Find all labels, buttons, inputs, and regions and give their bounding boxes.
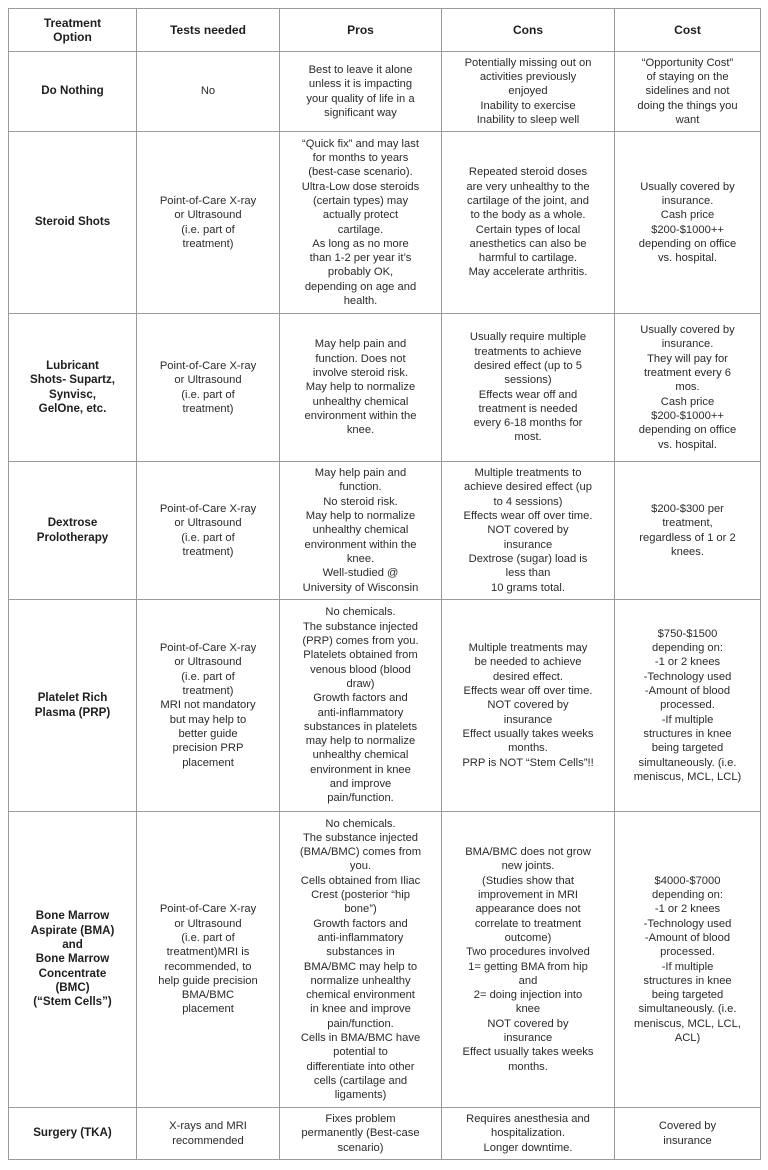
header-pros: Pros: [280, 9, 442, 52]
treatment-option-cell: Bone Marrow Aspirate (BMA) and Bone Marrow Concentrate (BMC) (“Stem Cells”): [9, 812, 137, 1108]
treatment-comparison-table: [8, 8, 761, 1160]
treatment-option-cell: Dextrose Prolotherapy: [9, 462, 137, 600]
tests-cell: X-rays and MRI recommended: [137, 1108, 280, 1160]
pros-cell: “Quick fix” and may last for months to years (best-case scenario). Ultra-Low dose steroids (certain types) may actually protect cartilage. As long as no more than 1-2 per year it’s probably OK, depending on age and health.: [280, 132, 442, 314]
treatment-option-cell: Steroid Shots: [9, 132, 137, 314]
cons-cell: BMA/BMC does not grow new joints. (Studies show that improvement in MRI appearance does not correlate to treatment outcome) Two procedures involved 1= getting BMA from hip and 2= doing injection into knee NOT covered by insurance Effect usually takes weeks months.: [442, 812, 615, 1108]
tests-cell: Point-of-Care X-ray or Ultrasound (i.e. part of treatment): [137, 132, 280, 314]
treatment-option-cell: Do Nothing: [9, 52, 137, 132]
cons-cell: Multiple treatments may be needed to achieve desired effect. Effects wear off over time. NOT covered by insurance Effect usually takes weeks months. PRP is NOT “Stem Cells”!!: [442, 600, 615, 812]
pros-cell: Best to leave it alone unless it is impacting your quality of life in a significant way: [280, 52, 442, 132]
tests-cell: Point-of-Care X-ray or Ultrasound (i.e. part of treatment): [137, 314, 280, 462]
pros-cell: No chemicals. The substance injected (BMA/BMC) comes from you. Cells obtained from Iliac Crest (posterior “hip bone”) Growth factors and anti-inflammatory substances in BMA/BMC may help to normalize unhealthy chemical environment in knee and improve pain/function. Cells in BMA/BMC have potential to differentiate into other cells (cartilage and ligaments): [280, 812, 442, 1108]
table-row: [9, 812, 761, 1108]
cons-cell: Multiple treatments to achieve desired effect (up to 4 sessions) Effects wear off over time. NOT covered by insurance Dextrose (sugar) load is less than 10 grams total.: [442, 462, 615, 600]
cost-cell: Usually covered by insurance. Cash price $200-$1000++ depending on office vs. hospital.: [615, 132, 761, 314]
treatment-option-cell: Lubricant Shots- Supartz, Synvisc, GelOne, etc.: [9, 314, 137, 462]
cost-cell: “Opportunity Cost” of staying on the sidelines and not doing the things you want: [615, 52, 761, 132]
cons-cell: Usually require multiple treatments to achieve desired effect (up to 5 sessions) Effects wear off and treatment is needed every 6-18 months for most.: [442, 314, 615, 462]
pros-cell: May help pain and function. No steroid risk. May help to normalize unhealthy chemical environment within the knee. Well-studied @ University of Wisconsin: [280, 462, 442, 600]
header-treatment-option: Treatment Option: [9, 9, 137, 52]
cost-cell: $4000-$7000 depending on: -1 or 2 knees -Technology used -Amount of blood processed. -If multiple structures in knee being targeted simultaneously. (i.e. meniscus, MCL, LCL, ACL): [615, 812, 761, 1108]
table-row: [9, 314, 761, 462]
cost-cell: $200-$300 per treatment, regardless of 1 or 2 knees.: [615, 462, 761, 600]
header-tests-needed: Tests needed: [137, 9, 280, 52]
tests-cell: Point-of-Care X-ray or Ultrasound (i.e. part of treatment)MRI is recommended, to help guide precision BMA/BMC placement: [137, 812, 280, 1108]
pros-cell: No chemicals. The substance injected (PRP) comes from you. Platelets obtained from venous blood (blood draw) Growth factors and anti-inflammatory substances in platelets may help to normalize unhealthy chemical environment in knee and improve pain/function.: [280, 600, 442, 812]
table-row: [9, 1108, 761, 1160]
pros-cell: May help pain and function. Does not involve steroid risk. May help to normalize unhealthy chemical environment within the knee.: [280, 314, 442, 462]
tests-cell: Point-of-Care X-ray or Ultrasound (i.e. part of treatment) MRI not mandatory but may help to better guide precision PRP placement: [137, 600, 280, 812]
tests-cell: No: [137, 52, 280, 132]
cons-cell: Potentially missing out on activities previously enjoyed Inability to exercise Inability to sleep well: [442, 52, 615, 132]
cost-cell: Covered by insurance: [615, 1108, 761, 1160]
table-row: [9, 600, 761, 812]
header-cons: Cons: [442, 9, 615, 52]
cons-cell: Repeated steroid doses are very unhealthy to the cartilage of the joint, and to the body as a whole. Certain types of local anesthetics can also be harmful to cartilage. May accelerate arthritis.: [442, 132, 615, 314]
cost-cell: Usually covered by insurance. They will pay for treatment every 6 mos. Cash price $200-$1000++ depending on office vs. hospital.: [615, 314, 761, 462]
pros-cell: Fixes problem permanently (Best-case scenario): [280, 1108, 442, 1160]
cost-cell: $750-$1500 depending on: -1 or 2 knees -Technology used -Amount of blood processed. -If multiple structures in knee being targeted simultaneously. (i.e. meniscus, MCL, LCL): [615, 600, 761, 812]
tests-cell: Point-of-Care X-ray or Ultrasound (i.e. part of treatment): [137, 462, 280, 600]
header-cost: Cost: [615, 9, 761, 52]
header-row: [9, 9, 761, 52]
treatment-option-cell: Platelet Rich Plasma (PRP): [9, 600, 137, 812]
table-row: [9, 52, 761, 132]
table-row: [9, 462, 761, 600]
cons-cell: Requires anesthesia and hospitalization. Longer downtime.: [442, 1108, 615, 1160]
treatment-option-cell: Surgery (TKA): [9, 1108, 137, 1160]
table-row: [9, 132, 761, 314]
